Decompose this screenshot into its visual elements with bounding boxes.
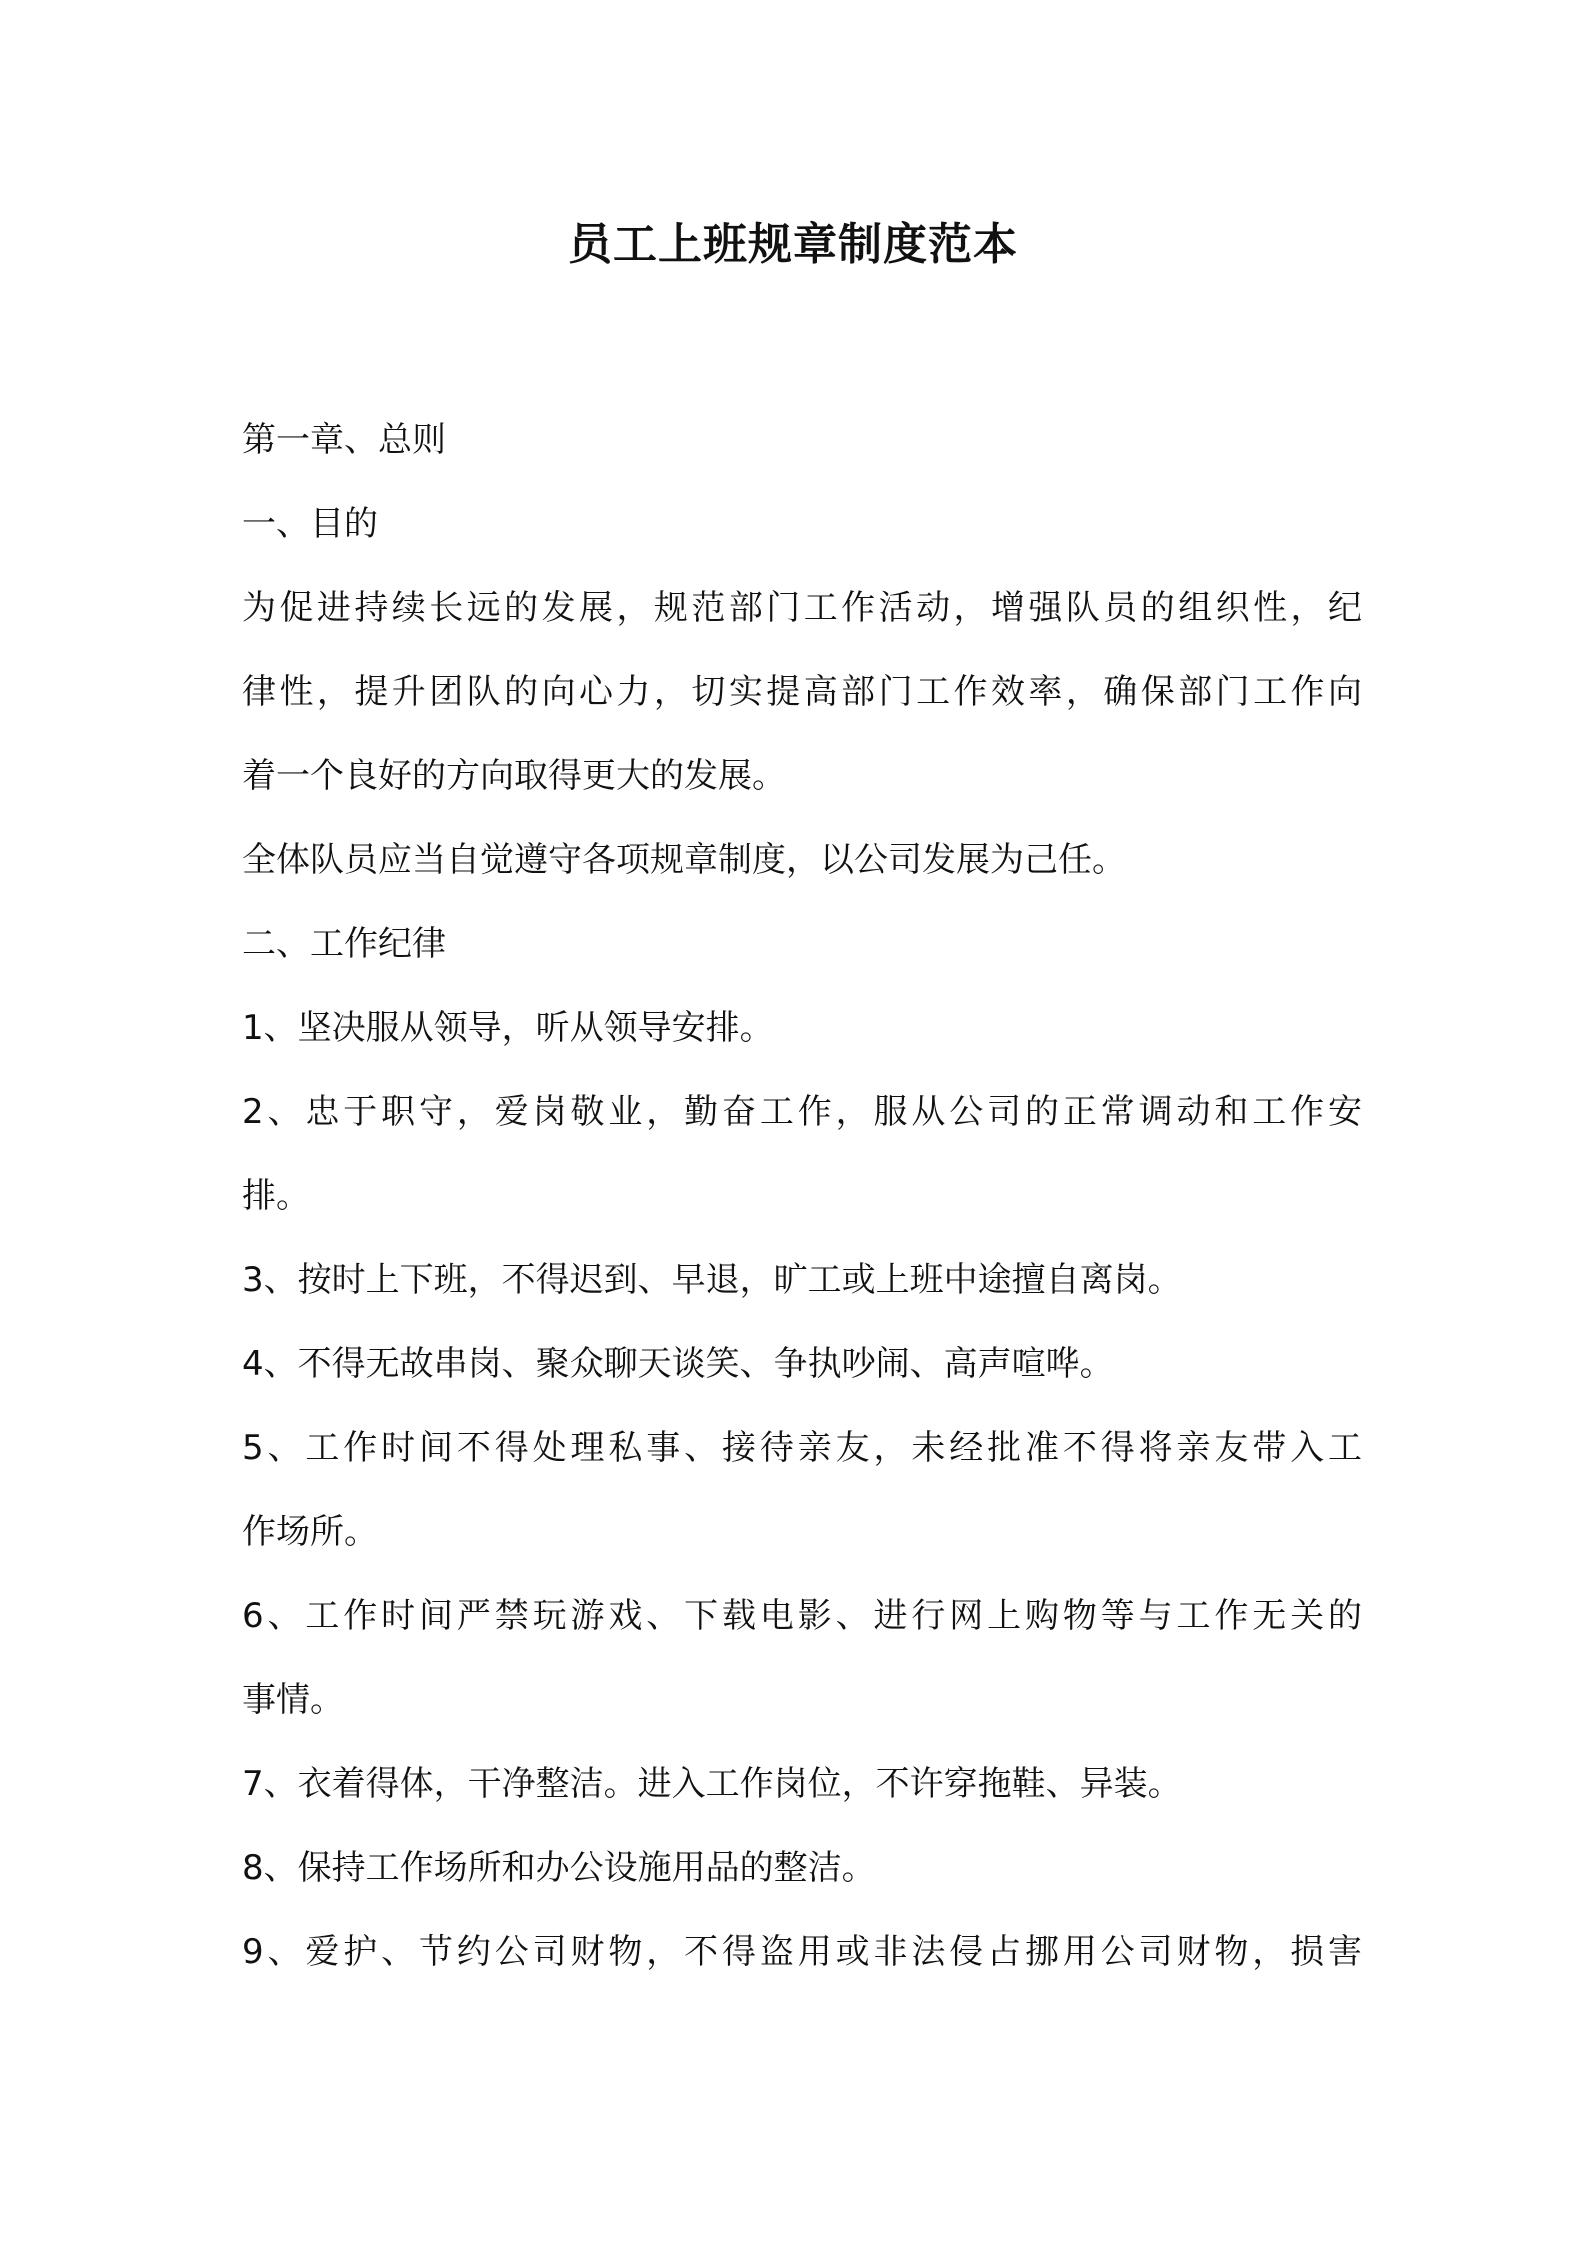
paragraph-line: 全体队员应当自觉遵守各项规章制度，以公司发展为己任。: [242, 840, 1126, 880]
list-item: 3、按时上下班，不得迟到、早退，旷工或上班中途擅自离岗。: [242, 1260, 1182, 1300]
list-item: 1、坚决服从领导，听从领导安排。: [242, 1008, 774, 1048]
list-item: 2、忠于职守，爱岗敬业，勤奋工作，服从公司的正常调动和工作安: [242, 1092, 1362, 1132]
paragraph-line: 律性，提升团队的向心力，切实提高部门工作效率，确保部门工作向: [242, 672, 1362, 712]
document-body: [242, 398, 1362, 1994]
section-heading: 一、目的: [242, 504, 378, 544]
document-title: 员工上班规章制度范本: [568, 219, 1018, 270]
paragraph-line: 为促进持续长远的发展，规范部门工作活动，增强队员的组织性，纪: [242, 588, 1362, 628]
paragraph-line: 着一个良好的方向取得更大的发展。: [242, 756, 786, 796]
list-item: 6、工作时间严禁玩游戏、下载电影、进行网上购物等与工作无关的: [242, 1596, 1362, 1636]
list-item: 8、保持工作场所和办公设施用品的整洁。: [242, 1848, 876, 1888]
list-item-continuation: 排。: [242, 1176, 310, 1216]
list-item: 4、不得无故串岗、聚众聊天谈笑、争执吵闹、高声喧哗。: [242, 1344, 1114, 1384]
list-item: 5、工作时间不得处理私事、接待亲友，未经批准不得将亲友带入工: [242, 1428, 1362, 1468]
list-item-continuation: 事情。: [242, 1680, 344, 1720]
chapter-heading: 第一章、总则: [242, 420, 446, 460]
list-item: 9、爱护、节约公司财物，不得盗用或非法侵占挪用公司财物，损害: [242, 1932, 1362, 1972]
list-item: 7、衣着得体，干净整洁。进入工作岗位，不许穿拖鞋、异装。: [242, 1764, 1182, 1804]
section-heading: 二、工作纪律: [242, 924, 446, 964]
list-item-continuation: 作场所。: [242, 1512, 378, 1552]
